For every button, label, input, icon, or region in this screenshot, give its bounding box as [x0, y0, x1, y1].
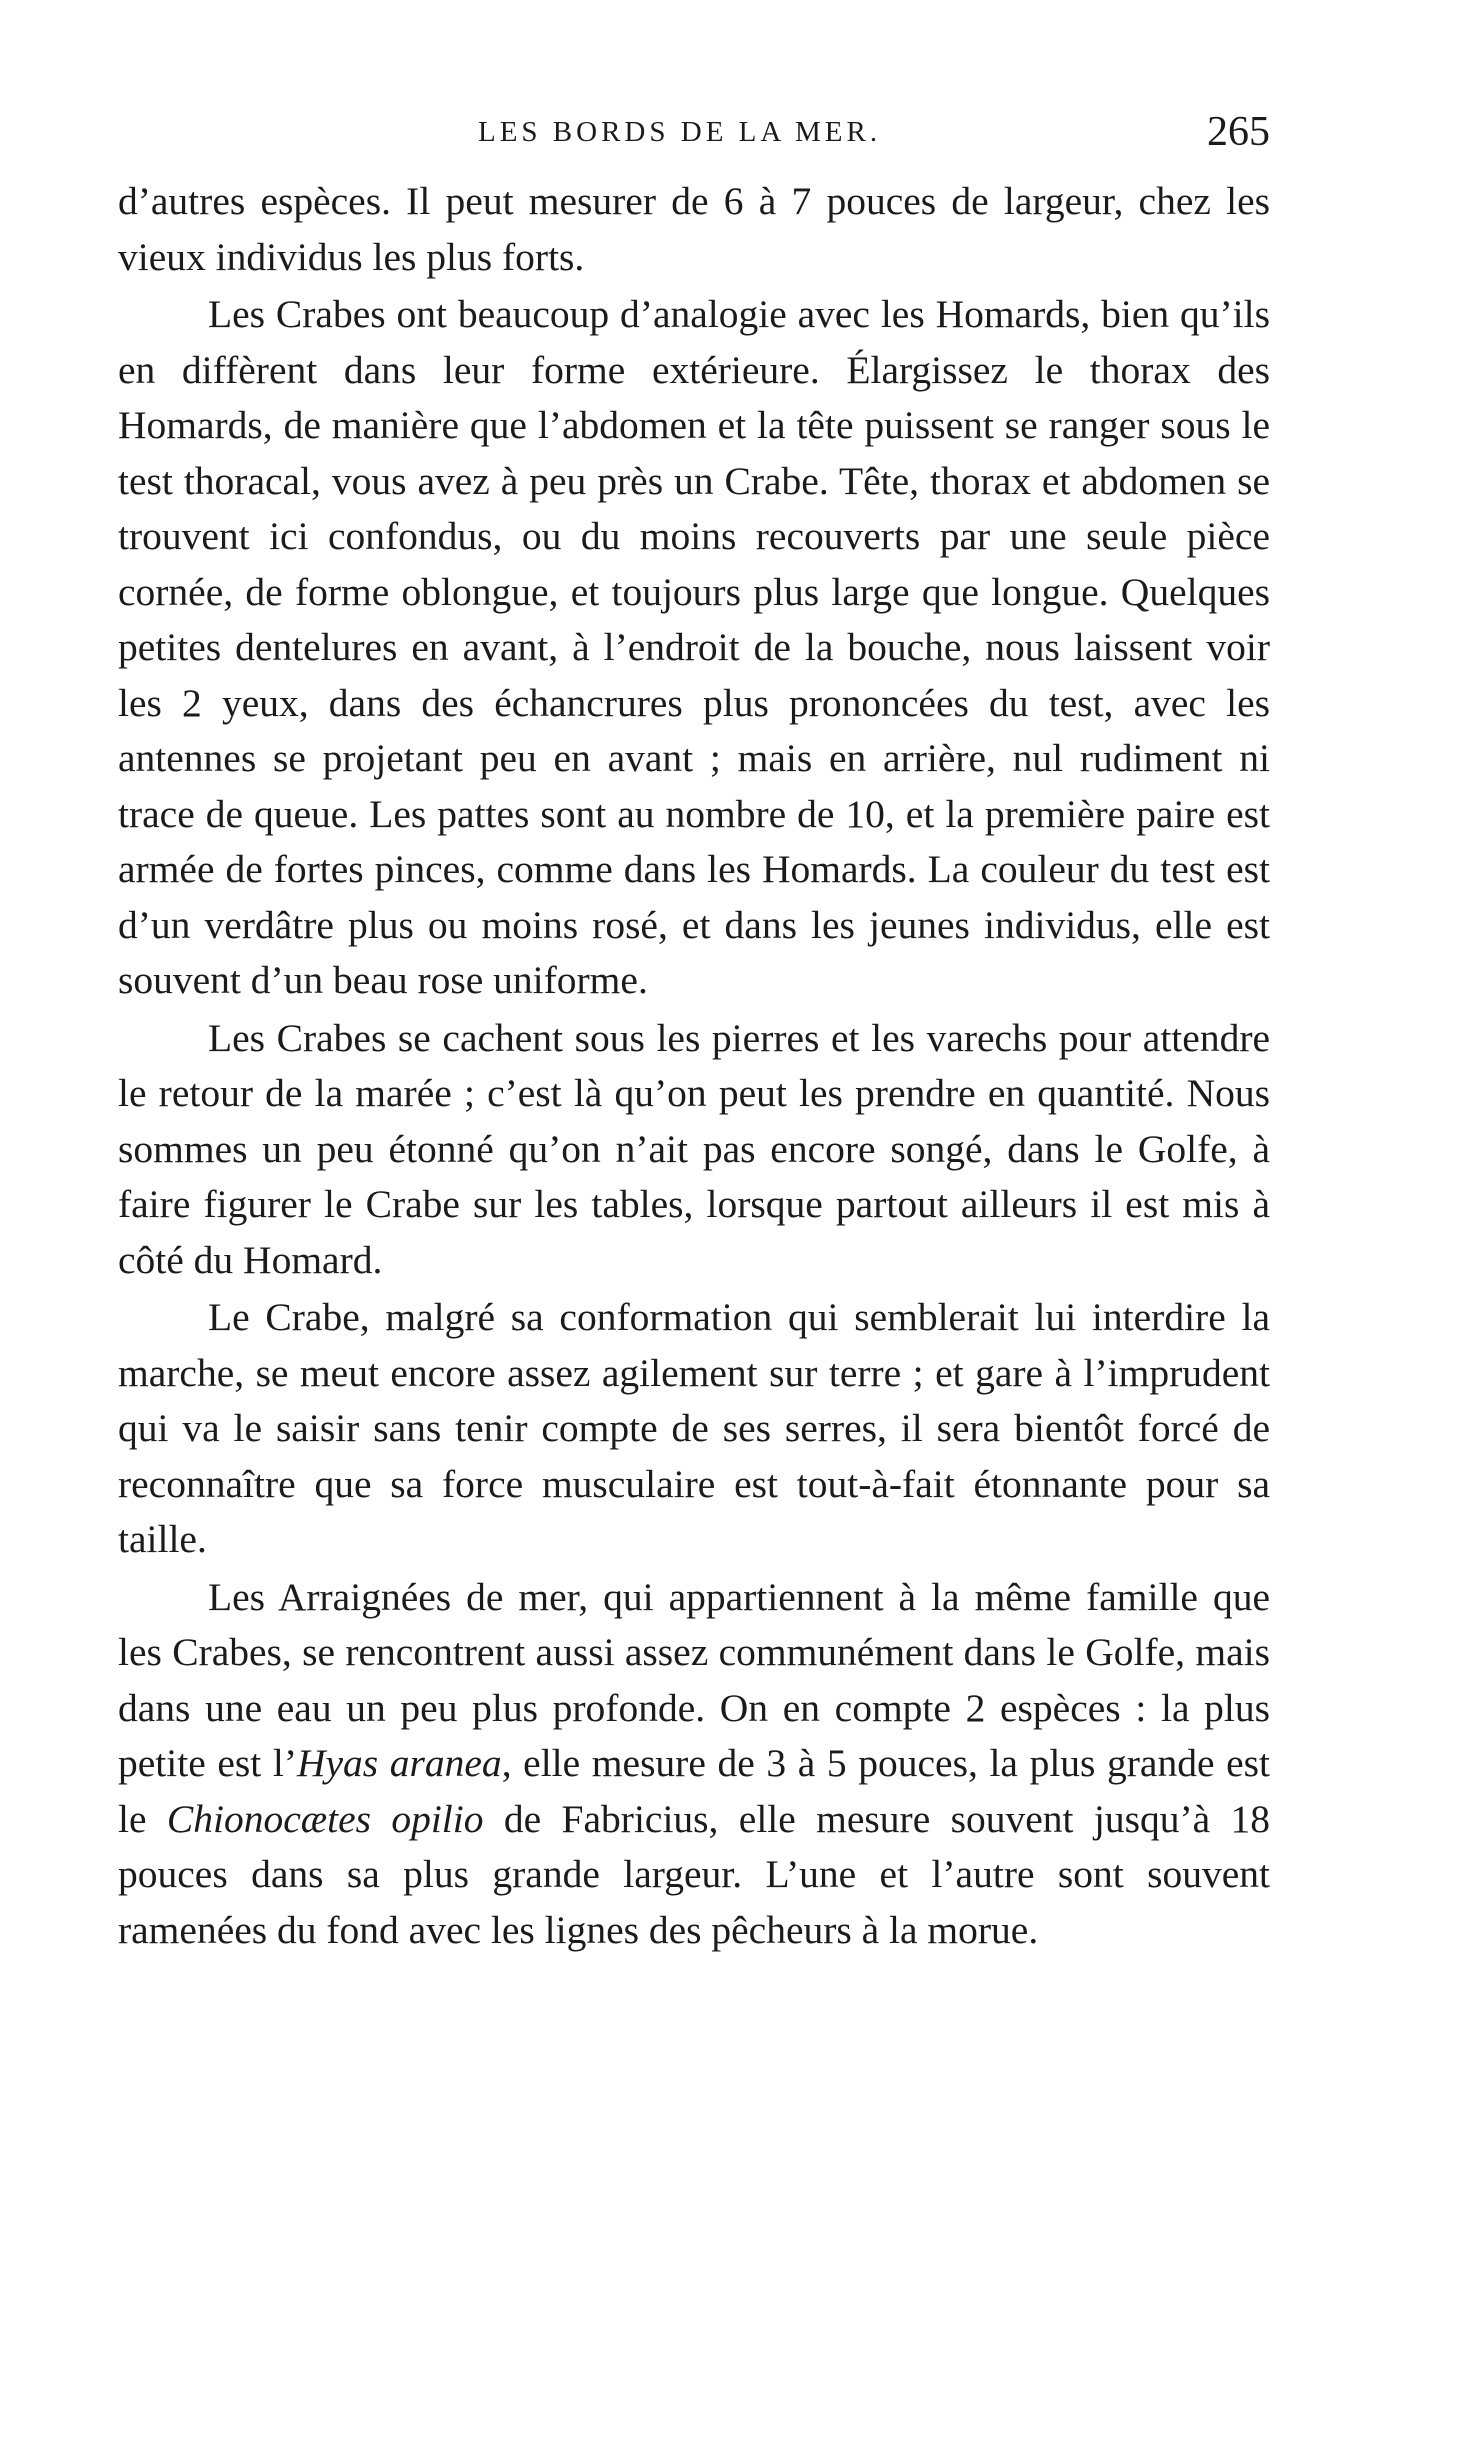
species-name-chionocaetes: Chionocætes opilio	[166, 1796, 484, 1841]
paragraph-3: Les Crabes se cachent sous les pierres et les varechs pour attendre le retour de la marée ; c’est là qu’on peut les prendre en quantité. Nous sommes un peu étonné qu’on n’ait pas encore songé, dans le Golfe, à faire figurer le Crabe sur les tables, lorsque partout ailleurs il est mis à côté du Homard.	[118, 1015, 1270, 1282]
page-number: 265	[1207, 109, 1270, 155]
paragraph-4: Le Crabe, malgré sa conformation qui semblerait lui interdire la marche, se meut encore assez agilement sur terre ; et gare à l’imprudent qui va le saisir sans tenir compte de ses serres, il sera bientôt forcé de reconnaître que sa force musculaire est tout-à-fait étonnante pour sa taille.	[118, 1295, 1270, 1561]
paragraph-5-text-3: de Fabricius, elle mesure souvent jusqu’à 18 pouces dans sa plus grande largeur. L’une et l’autre sont souvent ramenées du fond avec les lignes des pêcheurs à la morue.	[118, 1796, 1271, 1952]
species-name-hyas: Hyas aranea	[296, 1741, 502, 1785]
paragraph-5	[118, 1570, 1270, 1959]
paragraph-2: Les Crabes ont beaucoup d’analogie avec les Homards, bien qu’ils en diffèrent dans leur forme extérieure. Élargissez le thorax des Homards, de manière que l’abdomen et la tête puissent se ranger sous le test thoracal, vous avez à peu près un Crabe. Tête, thorax et abdomen se trouvent ici confondus, ou du moins recouverts par une seule pièce cornée, de forme oblongue, et toujours plus large que longue. Quelques petites dentelures en avant, à l’endroit de la bouche, nous laissent voir les 2 yeux, dans des échancrures plus prononcées du test, avec les antennes se projetant peu en avant ; mais en arrière, nul rudiment ni trace de queue. Les pattes sont au nombre de 10, et la première paire est armée de fortes pinces, comme dans les Homards. La couleur du test est d’un verdâtre plus ou moins rosé, et dans les jeunes individus, elle est souvent d’un beau rose uniforme.	[118, 292, 1270, 1002]
paragraph-1: d’autres espèces. Il peut mesurer de 6 à 7 pouces de largeur, chez les vieux individus les plus forts.	[118, 179, 1270, 279]
paragraph-5-text-1: Les Arraignées de mer, qui appartiennent à la même famille que les Crabes, se rencontrent aussi assez communément dans le Golfe, mais dans une eau un peu plus profonde. On en compte 2 espèces : la plus petite est l’	[118, 1574, 1270, 1785]
body-text	[118, 174, 1270, 1960]
running-head: LES BORDS DE LA MER.	[478, 116, 882, 148]
page-header	[118, 108, 1270, 168]
paragraph-5-text-2: , elle mesure de 3 à 5 pouces, la plus grande est le	[118, 1741, 1270, 1841]
